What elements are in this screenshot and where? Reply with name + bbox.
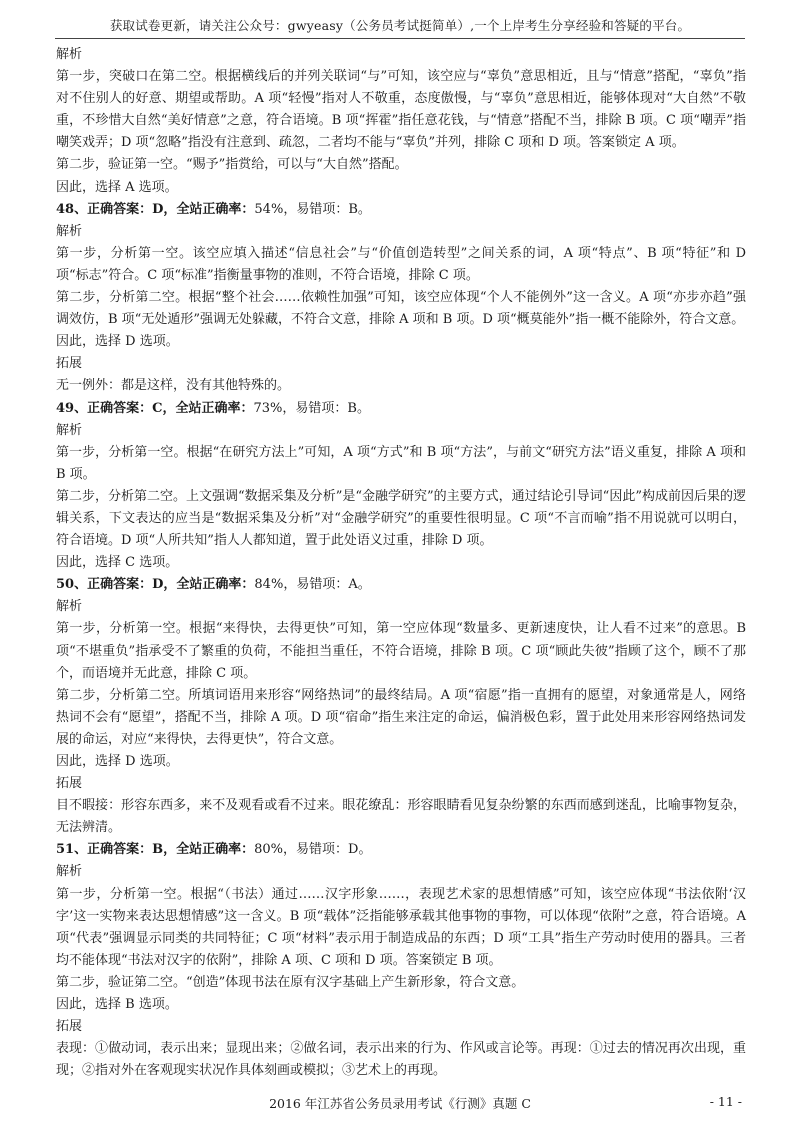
accuracy-label: 全站正确率： (176, 577, 255, 593)
correct-answer: D (152, 577, 164, 593)
separator: ， (163, 842, 177, 858)
document-body (56, 44, 751, 1082)
error-prone-option: ，易错项：B。 (282, 400, 370, 416)
correct-answer: B (152, 842, 164, 858)
accuracy-rate: 54% (254, 201, 284, 217)
paragraph: 第二步，验证第二空。“创造”体现书法在原有汉字基础上产生新形象，符合文意。 (56, 974, 525, 990)
paragraph: 第二步，验证第一空。“赐予”指赏给，可以与“大自然”搭配。 (56, 157, 408, 173)
paragraph: 目不暇接：形容东西多，来不及观看或看不过来。眼花缭乱：形容眼睛看见复杂纷繁的东西而感到迷乱，比喻事物复杂，无法辨清。 (56, 798, 746, 836)
paragraph: 无一例外：都是这样，没有其他特殊的。 (56, 378, 291, 394)
separator: ， (162, 400, 176, 416)
separator: ， (163, 201, 177, 217)
answer-label: 48、正确答案： (56, 201, 153, 217)
answer-label: 50、正确答案： (56, 577, 153, 593)
footer-title: 2016 年江苏省公务员录用考试《行测》真题 C (269, 1096, 531, 1111)
answer-label: 49、正确答案： (56, 400, 153, 416)
paragraph: 第一步，分析第一空。根据“（书法）通过……汉字形象……，表现艺术家的思想情感”可知，该空应体现“书法依附‘汉字’这一实物来表达思想情感”这一含义。B 项“载体”泛指能够承载其他事物的事物，可以体现“依附”之意，符合语境。A 项“代表”强调显示同类的共同特征；C 项“材料”表示用于制造成品的东西；D 项“工具”指生产劳动时使用的器具。三者均不能体现“书法对汉字的依附”，排除 A 项、C 项和 D 项。答案锁定 B 项。 (56, 886, 751, 968)
paragraph: 第二步，分析第二空。上文强调“数据采集及分析”是“金融学研究”的主要方式，通过结论引导词“因此”构成前因后果的逻辑关系，下文表达的应当是“数据采集及分析”对“金融学研究”的重要性很明显。C 项“不言而喻”指不用说就可以明白，符合语境。D 项“人所共知”指人人都知道，置于此处语义过重，排除 D 项。 (56, 488, 746, 549)
accuracy-rate: 80% (254, 842, 284, 858)
section-label: 拓展 (56, 1019, 83, 1035)
answer-line (56, 199, 746, 221)
error-prone-option: ，易错项：D。 (283, 842, 372, 858)
accuracy-label: 全站正确率： (176, 842, 255, 858)
correct-answer: D (152, 201, 164, 217)
page-number: - 11 - (709, 1094, 742, 1109)
error-prone-option: ，易错项：B。 (283, 201, 371, 217)
paragraph: 第二步，分析第二空。所填词语用来形容“网络热词”的最终结局。A 项“宿愿”指一直拥有的愿望，对象通常是人，网络热词不会有“愿望”，搭配不当，排除 A 项。D 项“宿命”指生来注定的命运，偏消极色彩，置于此处用来形容网络热词发展的命运，对应“来得快，去得更快”，符合文意。 (56, 687, 746, 747)
paragraph: 因此，选择 C 选项。 (56, 555, 179, 571)
paragraph: 第二步，分析第二空。根据“整个社会……依赖性加强”可知，该空应体现“个人不能例外”这一含义。A 项“亦步亦趋”强调效仿，B 项“无处遁形”强调无处躲藏，不符合文意，排除 A 项和 B 项。D 项“概莫能外”指一概不能除外，符合文意。 (56, 290, 746, 328)
section-label: 解析 (56, 864, 83, 880)
paragraph: 第一步，突破口在第二空。根据横线后的并列关联词“与”可知，该空应与“辜负”意思相近，且与“情意”搭配，“辜负”指对不住别人的好意、期望或帮助。A 项“轻慢”指对人不敬重，态度傲慢，与“辜负”意思相近，能够体现对“大自然”不敬重，不珍惜大自然“美好情意”之意，符合语境。B 项“挥霍”指任意花钱，与“情意”搭配不当，排除 B 项。C 项“嘲弄”指嘲笑戏弄；D 项“忽略”指没有注意到、疏忽，二者均不能与“辜负”并列，排除 C 项和 D 项。答案锁定 A 项。 (56, 69, 746, 151)
error-prone-option: ，易错项：A。 (283, 577, 371, 593)
paragraph: 因此，选择 D 选项。 (56, 754, 179, 769)
section-label: 解析 (56, 47, 83, 62)
header-divider (55, 38, 745, 39)
accuracy-rate: 73% (253, 400, 283, 416)
section-label: 解析 (56, 422, 83, 438)
section-label: 解析 (56, 223, 83, 239)
paragraph: 第一步，分析第一空。根据“在研究方法上”可知，A 项“方式”和 B 项“方法”，与前文“研究方法”语义重复，排除 A 项和 B 项。 (56, 444, 751, 482)
page-footer (0, 1094, 800, 1114)
answer-line (56, 574, 746, 596)
paragraph: 因此，选择 D 选项。 (56, 334, 179, 350)
correct-answer: C (152, 400, 163, 416)
paragraph: 第一步，分析第一空。该空应填入描述“信息社会”与“价值创造转型”之间关系的词，A 项“特点”、B 项“特征”和 D 项“标志”符合。C 项“标准”指衡量事物的准则，不符合语境，排除 C 项。 (56, 245, 751, 283)
paragraph: 因此，选择 A 选项。 (56, 179, 178, 195)
section-label: 拓展 (56, 776, 83, 792)
paragraph: 表现：①做动词，表示出来；显现出来；②做名词，表示出来的行为、作风或言论等。再现：①过去的情况再次出现，重现；②指对外在客观现实状况作具体刻画或模拟；③艺术上的再现。 (56, 1041, 746, 1079)
accuracy-label: 全站正确率： (176, 201, 255, 217)
page-header: 获取试卷更新，请关注公众号：gwyeasy（公务员考试挺简单）,一个上岸考生分享经验和答疑的平台。 (109, 18, 691, 33)
answer-line (56, 398, 746, 420)
separator: ， (163, 577, 177, 593)
paragraph: 第一步，分析第一空。根据“来得快，去得更快”可知，第一空应体现“数量多、更新速度快，让人看不过来”的意思。B 项“不堪重负”指承受不了繁重的负荷，不能担当重任，不符合语境，排除 B 项。C 项“顾此失彼”指顾了这个，顾不了那个，而语境并无此意，排除 C 项。 (56, 621, 751, 681)
answer-label: 51、正确答案： (56, 842, 153, 858)
paragraph: 因此，选择 B 选项。 (56, 997, 178, 1013)
accuracy-rate: 84% (254, 577, 284, 593)
answer-line (56, 839, 746, 861)
section-label: 解析 (56, 599, 83, 615)
accuracy-label: 全站正确率： (175, 400, 254, 416)
section-label: 拓展 (56, 356, 83, 372)
